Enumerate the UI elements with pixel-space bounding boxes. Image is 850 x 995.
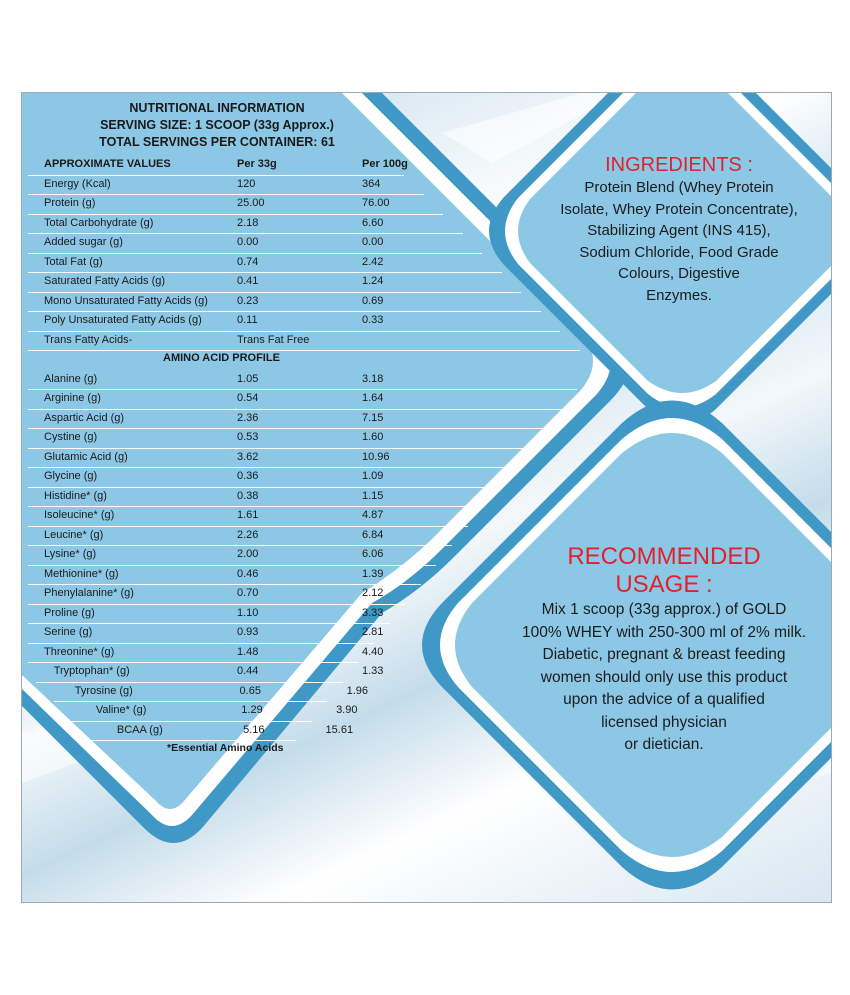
table-row bbox=[28, 233, 482, 254]
nutrient-name: Aspartic Acid (g) bbox=[44, 411, 125, 424]
per-33g-value: 0.54 bbox=[237, 392, 259, 404]
per-100g-value: 6.84 bbox=[362, 528, 384, 541]
per-33g-value: 5.16 bbox=[243, 723, 265, 736]
per-100g-value: 1.15 bbox=[362, 489, 384, 502]
table-row bbox=[28, 214, 463, 235]
ingredients-line: Stabilizing Agent (INS 415), bbox=[587, 222, 771, 239]
per-33g-value: 0.11 bbox=[237, 314, 258, 326]
ingredients-text bbox=[544, 177, 814, 306]
usage-line: Diabetic, pregnant & breast feeding bbox=[542, 646, 786, 663]
table-row bbox=[28, 428, 530, 449]
table-row bbox=[28, 506, 468, 527]
per-100g-value: 2.12 bbox=[362, 587, 384, 599]
per-100g-value: 1.60 bbox=[362, 431, 384, 443]
ingredients-block bbox=[544, 153, 814, 306]
per-100g-value: 2.42 bbox=[362, 255, 384, 268]
table-row bbox=[28, 409, 546, 430]
table-row bbox=[28, 370, 577, 391]
usage-line: licensed physician bbox=[601, 713, 727, 731]
table-row bbox=[28, 545, 436, 566]
per-100g-value: 0.69 bbox=[362, 294, 384, 307]
per-33g-value: 0.46 bbox=[237, 567, 259, 580]
usage-text bbox=[490, 599, 832, 757]
table-row bbox=[28, 584, 405, 605]
per-33g-value: Trans Fat Free bbox=[237, 333, 310, 346]
nutrient-name: Tyrosine (g) bbox=[74, 684, 133, 697]
per-33g-value: Per 33g bbox=[237, 158, 277, 170]
nutrient-name: Trans Fatty Acids- bbox=[44, 333, 133, 346]
table-row bbox=[28, 487, 483, 508]
table-row bbox=[28, 389, 561, 410]
nutrient-name: Serine (g) bbox=[44, 626, 93, 638]
nutrient-name: Total Fat (g) bbox=[44, 255, 103, 268]
serving-size: SERVING SIZE: 1 SCOOP (33g Approx.) bbox=[100, 118, 334, 132]
table-header bbox=[28, 155, 408, 176]
servings-per-container: TOTAL SERVINGS PER CONTAINER: 61 bbox=[99, 135, 335, 149]
nutrient-name: Leucine* (g) bbox=[44, 528, 104, 541]
usage-line: Mix 1 scoop (33g approx.) of GOLD bbox=[541, 601, 787, 618]
nutrient-name: Alanine (g) bbox=[44, 372, 98, 385]
nutrient-name: Valine* (g) bbox=[95, 704, 147, 716]
nutrient-name: BCAA (g) bbox=[116, 723, 163, 736]
nutrient-name: Arginine (g) bbox=[44, 392, 101, 404]
table-row bbox=[28, 526, 452, 547]
per-33g-value: 1.05 bbox=[237, 372, 259, 385]
nutrient-name: Added sugar (g) bbox=[44, 236, 123, 248]
table-row bbox=[28, 175, 424, 196]
per-100g-value: 2.81 bbox=[362, 626, 384, 638]
table-row bbox=[36, 662, 384, 683]
per-33g-value: 120 bbox=[237, 177, 256, 190]
per-33g-value: 0.74 bbox=[237, 255, 259, 268]
per-33g-value: 2.18 bbox=[237, 216, 259, 229]
nutrient-name: Mono Unsaturated Fatty Acids (g) bbox=[44, 294, 208, 307]
per-33g-value: 0.38 bbox=[237, 489, 259, 502]
nutrient-name: Glutamic Acid (g) bbox=[44, 450, 128, 463]
per-33g-value: 0.36 bbox=[237, 470, 259, 482]
table-row bbox=[54, 682, 369, 703]
per-100g-value: 3.90 bbox=[336, 704, 358, 716]
nutrient-name: Threonine* (g) bbox=[44, 645, 115, 658]
amino-footnote: *Essential Amino Acids bbox=[167, 742, 284, 754]
usage-line: upon the advice of a qualified bbox=[563, 691, 765, 708]
nutrient-name: Isoleucine* (g) bbox=[44, 509, 115, 521]
nutrient-name: Histidine* (g) bbox=[44, 489, 107, 502]
per-100g-value: 6.06 bbox=[362, 548, 384, 560]
ingredients-line: Isolate, Whey Protein Concentrate), bbox=[560, 200, 798, 218]
per-33g-value: 0.70 bbox=[237, 587, 259, 599]
per-100g-value: 1.24 bbox=[362, 275, 384, 287]
nutrient-name: Phenylalanine* (g) bbox=[44, 587, 134, 599]
label-panel bbox=[21, 92, 832, 903]
nutrient-name: Glycine (g) bbox=[44, 470, 98, 482]
ingredients-line: Sodium Chloride, Food Grade bbox=[579, 243, 779, 261]
per-33g-value: 0.44 bbox=[236, 665, 259, 677]
per-33g-value: 0.41 bbox=[237, 275, 259, 287]
table-row bbox=[28, 331, 580, 352]
nutrient-name: Proline (g) bbox=[44, 606, 95, 619]
per-33g-value: 1.29 bbox=[241, 704, 263, 716]
usage-title-line-2: USAGE : bbox=[615, 571, 713, 598]
per-100g-value: 7.15 bbox=[362, 411, 384, 424]
per-100g-value: 3.18 bbox=[362, 372, 384, 385]
table-row bbox=[71, 701, 358, 722]
usage-line: women should only use this product bbox=[540, 668, 788, 686]
usage-title-line-1: RECOMMENDED bbox=[567, 543, 761, 570]
table-row bbox=[28, 643, 384, 664]
per-33g-value: 0.23 bbox=[237, 294, 259, 307]
nutrient-name: Saturated Fatty Acids (g) bbox=[44, 275, 166, 287]
per-100g-value: 6.60 bbox=[362, 216, 384, 229]
amino-acid-title: AMINO ACID PROFILE bbox=[163, 352, 280, 364]
per-33g-value: 2.00 bbox=[237, 548, 259, 560]
per-100g-value: 0.00 bbox=[362, 236, 384, 248]
per-33g-value: 1.61 bbox=[237, 509, 259, 521]
table-row bbox=[28, 467, 499, 488]
ingredients-title: INGREDIENTS : bbox=[605, 154, 753, 176]
table-row bbox=[89, 721, 354, 742]
per-100g-value: 1.33 bbox=[361, 665, 384, 677]
per-33g-value: 25.00 bbox=[237, 197, 265, 209]
per-33g-value: 0.65 bbox=[239, 684, 261, 697]
table-row bbox=[28, 253, 502, 274]
nutrient-name: Methionine* (g) bbox=[44, 567, 119, 580]
nutrient-name: Protein (g) bbox=[44, 197, 96, 209]
per-100g-value: 4.87 bbox=[362, 509, 384, 521]
per-33g-value: 1.48 bbox=[237, 645, 259, 658]
per-33g-value: 2.26 bbox=[237, 528, 259, 541]
usage-line: 100% WHEY with 250-300 ml of 2% milk. bbox=[522, 623, 806, 641]
per-33g-value: 0.00 bbox=[237, 236, 259, 248]
table-row bbox=[28, 292, 541, 313]
ingredients-line: Enzymes. bbox=[646, 286, 712, 304]
nutrient-name: Energy (Kcal) bbox=[44, 177, 111, 190]
table-row bbox=[28, 194, 443, 215]
table-row bbox=[28, 272, 521, 293]
nutrient-name: Cystine (g) bbox=[44, 431, 98, 443]
nutrient-name: APPROXIMATE VALUES bbox=[44, 158, 171, 170]
per-100g-value: 76.00 bbox=[362, 197, 390, 209]
per-33g-value: 0.53 bbox=[237, 431, 259, 443]
per-100g-value: 1.09 bbox=[362, 470, 384, 482]
nutrient-name: Tryptophan* (g) bbox=[53, 665, 130, 677]
per-100g-value: 4.40 bbox=[362, 645, 384, 658]
nutrition-title: NUTRITIONAL INFORMATION bbox=[129, 101, 305, 115]
per-100g-value: 15.61 bbox=[325, 723, 354, 736]
table-row bbox=[28, 311, 560, 332]
table-row bbox=[28, 565, 421, 586]
ingredients-line: Colours, Digestive bbox=[618, 265, 740, 282]
per-100g-value: 1.96 bbox=[346, 684, 369, 697]
per-100g-value: Per 100g bbox=[362, 158, 408, 170]
per-100g-value: 1.39 bbox=[362, 567, 384, 580]
table-row bbox=[28, 604, 390, 625]
nutrient-name: Poly Unsaturated Fatty Acids (g) bbox=[44, 314, 202, 326]
per-33g-value: 1.10 bbox=[237, 606, 259, 619]
per-100g-value: 1.64 bbox=[362, 392, 384, 404]
per-100g-value: 10.96 bbox=[362, 450, 390, 463]
nutrient-name: Total Carbohydrate (g) bbox=[44, 216, 154, 229]
table-row bbox=[28, 448, 514, 469]
per-100g-value: 364 bbox=[362, 177, 381, 190]
per-100g-value: 0.33 bbox=[362, 314, 384, 326]
ingredients-line: Protein Blend (Whey Protein bbox=[584, 179, 774, 196]
per-33g-value: 0.93 bbox=[237, 626, 259, 638]
table-row bbox=[28, 623, 384, 644]
usage-block bbox=[490, 543, 832, 757]
per-33g-value: 3.62 bbox=[237, 450, 259, 463]
nutrient-name: Lysine* (g) bbox=[44, 548, 97, 560]
usage-line: or dietician. bbox=[624, 736, 704, 753]
per-100g-value: 3.33 bbox=[362, 606, 384, 619]
per-33g-value: 2.36 bbox=[237, 411, 259, 424]
